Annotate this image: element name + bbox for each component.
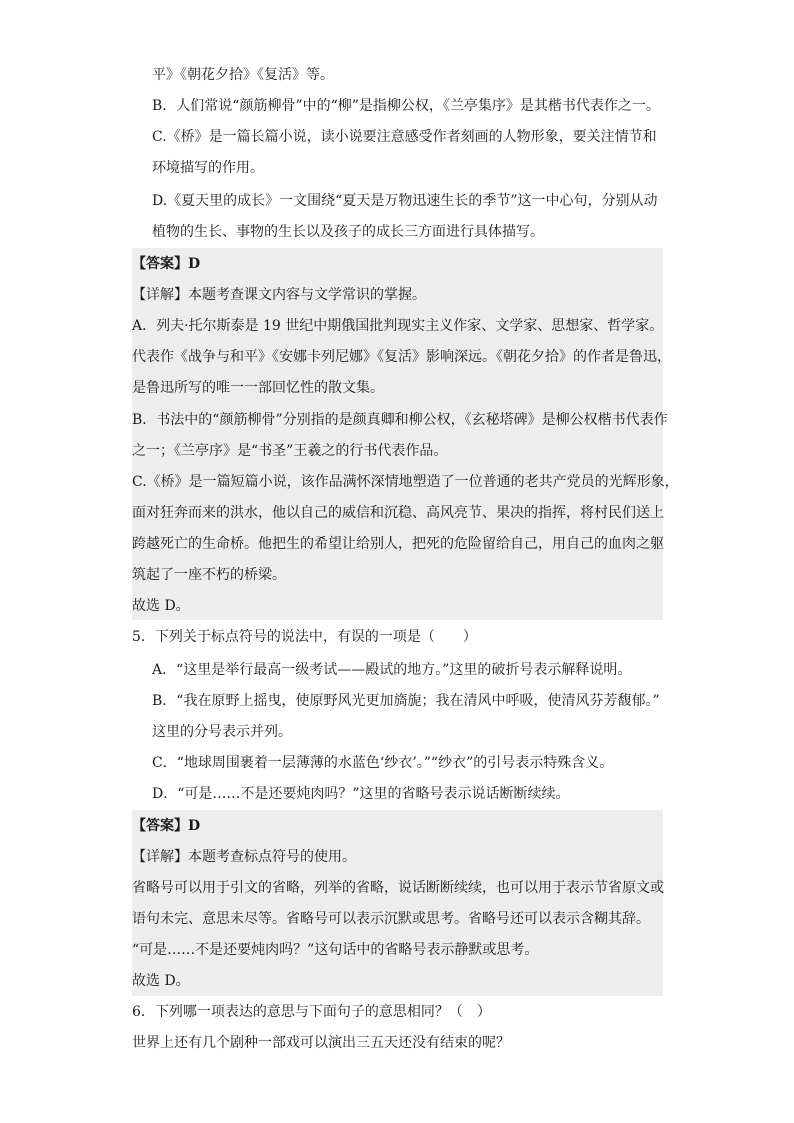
explanation-line: B．书法中的“颜筋柳骨”分别指的是颜真卿和柳公权，《玄秘塔碑》是柳公权楷书代表作 [132,412,668,428]
explanation-line: 代表作《战争与和平》《安娜卡列尼娜》《复活》影响深远。《朝花夕拾》的作者是鲁迅， [132,349,671,365]
text-line: 平》《朝花夕拾》《复活》等。 [152,67,334,83]
answer-label: 【答案】D [132,256,201,272]
explanation-line: 语句未完、意思未尽等。省略号可以表示沉默或思考。省略号还可以表示含糊其辞。 [132,911,650,927]
explanation-heading: 【详解】本题考查课文内容与文学常识的掌握。 [132,287,426,303]
explanation-line: A．列夫·托尔斯泰是 19 世纪中期俄国批判现实主义作家、文学家、思想家、哲学家。 [132,318,664,334]
conclusion-line: 故选 D。 [132,973,190,989]
explanation-line: 省略号可以用于引文的省略，列举的省略，说话断断续续，也可以用于表示节省原文或 [132,880,664,896]
option-b-line: B．人们常说“颜筋柳骨”中的“柳”是指柳公权，《兰亭集序》是其楷书代表作之一。 [152,98,660,114]
explanation-line: 筑起了一座不朽的桥梁。 [132,567,286,583]
option-c-line: C．“地球周围裹着一层薄薄的水蓝色‘纱衣’。”“纱衣”的引号表示特殊含义。 [152,755,614,771]
option-d-line: D．“可是……不是还要炖肉吗？”这里的省略号表示说话断断续续。 [152,786,570,802]
text-line: 环境描写的作用。 [152,160,264,176]
answer-label: 【答案】D [132,818,201,834]
explanation-line: 之一；《兰亭序》是“书圣”王羲之的行书代表作品。 [132,443,448,459]
text-line: 这里的分号表示并列。 [152,724,292,740]
explanation-line: 面对狂奔而来的洪水，他以自己的威信和沉稳、高风亮节、果决的指挥，将村民们送上 [132,505,664,521]
explanation-line: C.《桥》是一篇短篇小说，该作品满怀深情地塑造了一位普通的老共产党员的光辉形象， [132,474,679,490]
option-b-line: B．“我在原野上摇曳，使原野风光更加旖旎；我在清风中呼吸，使清风芬芳馥郁。” [152,693,660,709]
question-5-title: 5．下列关于标点符号的说法中，有误的一项是（ ） [132,629,477,645]
text-line: 植物的生长、事物的生长以及孩子的成长三方面进行具体描写。 [152,224,544,240]
explanation-line: “可是……不是还要炖肉吗？”这句话中的省略号表示静默或思考。 [132,942,539,958]
explanation-heading: 【详解】本题考查标点符号的使用。 [132,849,356,865]
option-a-line: A．“这里是举行最高一级考试——殿试的地方。”这里的破折号表示解释说明。 [152,662,632,678]
conclusion-line: 故选 D。 [132,598,190,614]
question-6-sentence: 世界上还有几个剧种一部戏可以演出三五天还没有结束的呢？ [132,1035,510,1051]
explanation-line: 跨越死亡的生命桥。他把生的希望让给别人，把死的危险留给自己，用自己的血肉之躯 [132,536,664,552]
option-c-line: C.《桥》是一篇长篇小说，读小说要注意感受作者刻画的人物形象，要关注情节和 [152,129,657,145]
option-d-line: D.《夏天里的成长》一文围绕“夏天是万物迅速生长的季节”这一中心句，分别从动 [152,193,658,209]
question-6-title: 6．下列哪一项表达的意思与下面句子的意思相同？（ ） [132,1004,491,1020]
explanation-line: 是鲁迅所写的唯一一部回忆性的散文集。 [132,380,384,396]
